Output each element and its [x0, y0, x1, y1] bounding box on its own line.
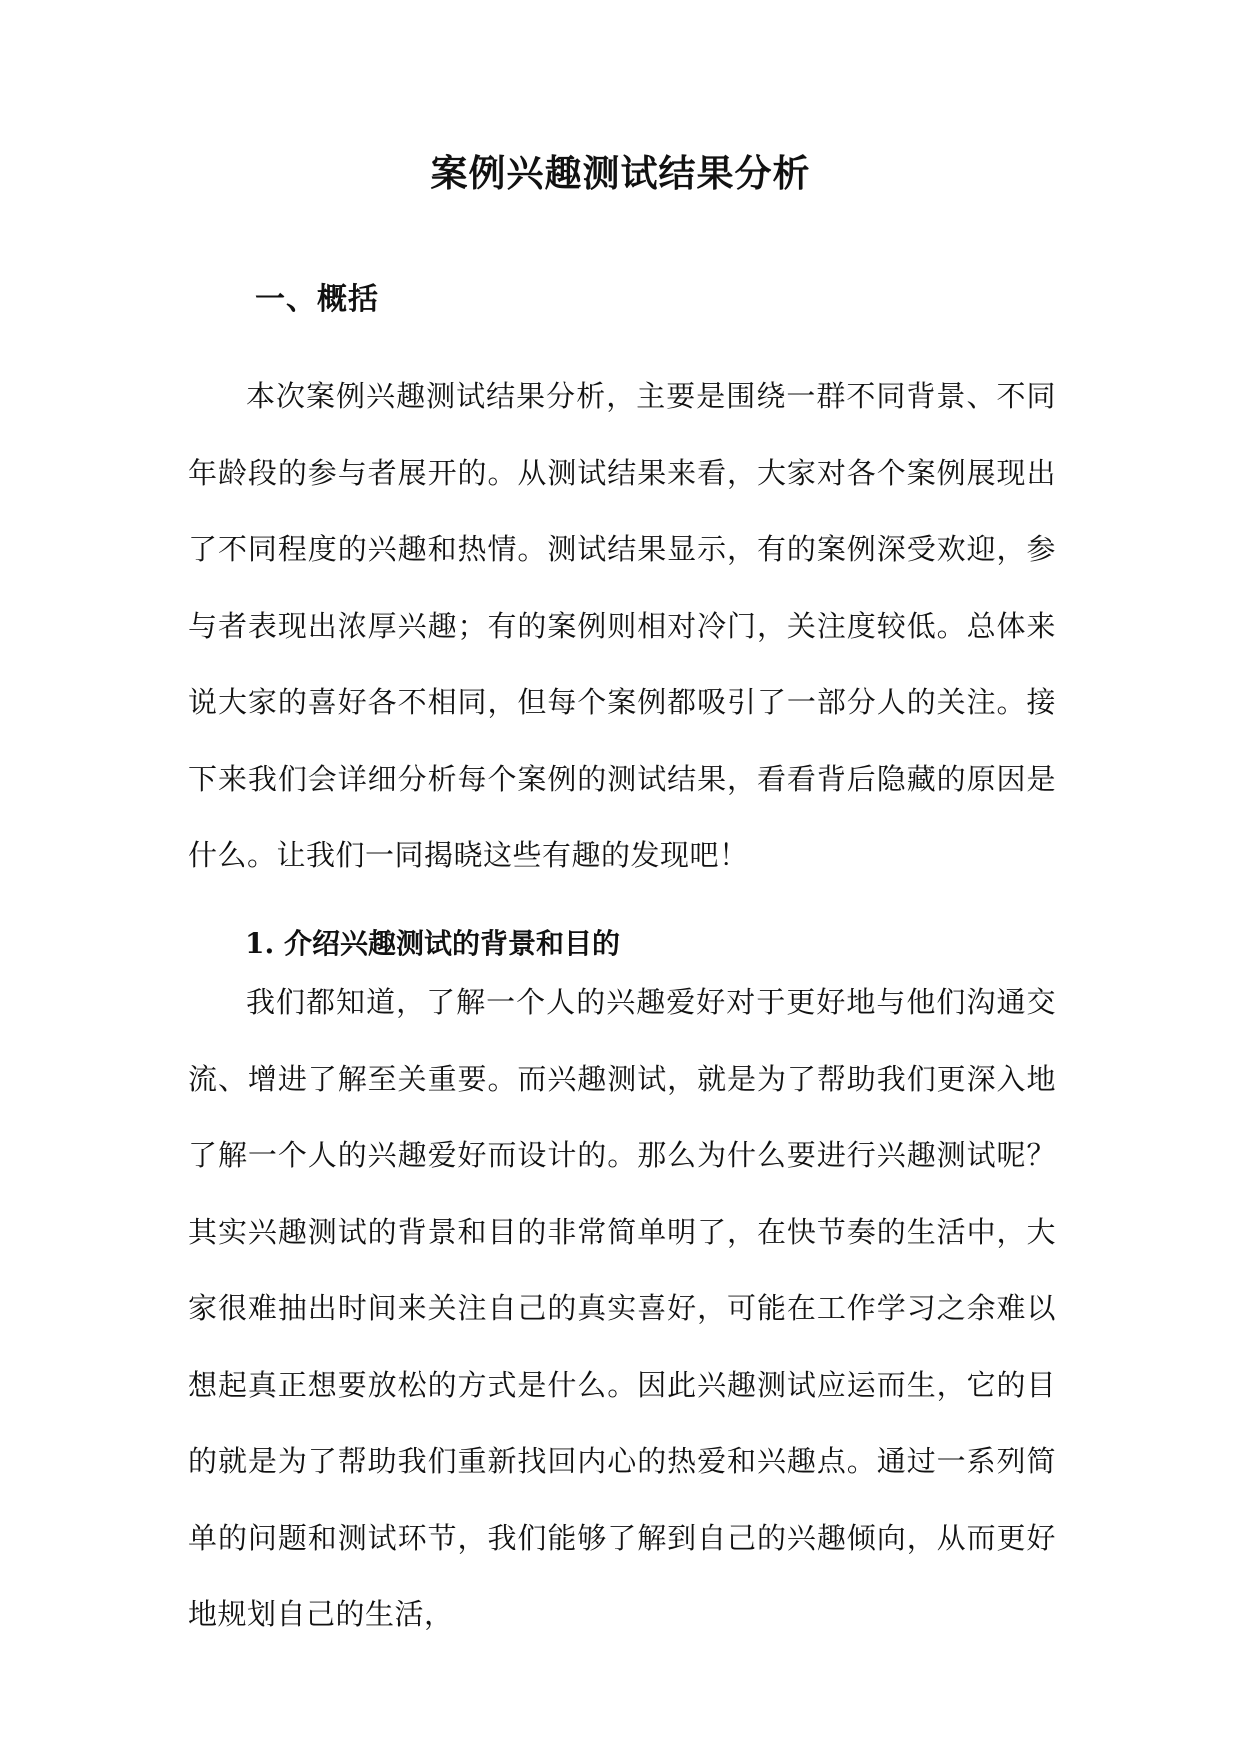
section-heading-overview: 一、概括 [255, 282, 379, 317]
subsection-heading-background: 1. 介绍兴趣测试的背景和目的 [245, 927, 620, 960]
overview-paragraph: 本次案例兴趣测试结果分析，主要是围绕一群不同背景、不同年龄段的参与者展开的。从测试结果来看，大家对各个案例展现出了不同程度的兴趣和热情。测试结果显示，有的案例深受欢迎，参与者表现出浓厚兴趣；有的案例则相对冷门，关注度较低。总体来说大家的喜好各不相同，但每个案例都吸引了一部分人的关注。接下来我们会详细分析每个案例的测试结果，看看背后隐藏的原因是什么。让我们一同揭晓这些有趣的发现吧！ [188, 379, 1056, 872]
document-title: 案例兴趣测试结果分析 [430, 151, 811, 195]
background-paragraph: 我们都知道，了解一个人的兴趣爱好对于更好地与他们沟通交流、增进了解至关重要。而兴趣测试，就是为了帮助我们更深入地了解一个人的兴趣爱好而设计的。那么为什么要进行兴趣测试呢？其实兴趣测试的背景和目的非常简单明了，在快节奏的生活中，大家很难抽出时间来关注自己的真实喜好，可能在工作学习之余难以想起真正想要放松的方式是什么。因此兴趣测试应运而生，它的目的就是为了帮助我们重新找回内心的热爱和兴趣点。通过一系列简单的问题和测试环节，我们能够了解到自己的兴趣倾向，从而更好地规划自己的生活， [188, 985, 1056, 1631]
